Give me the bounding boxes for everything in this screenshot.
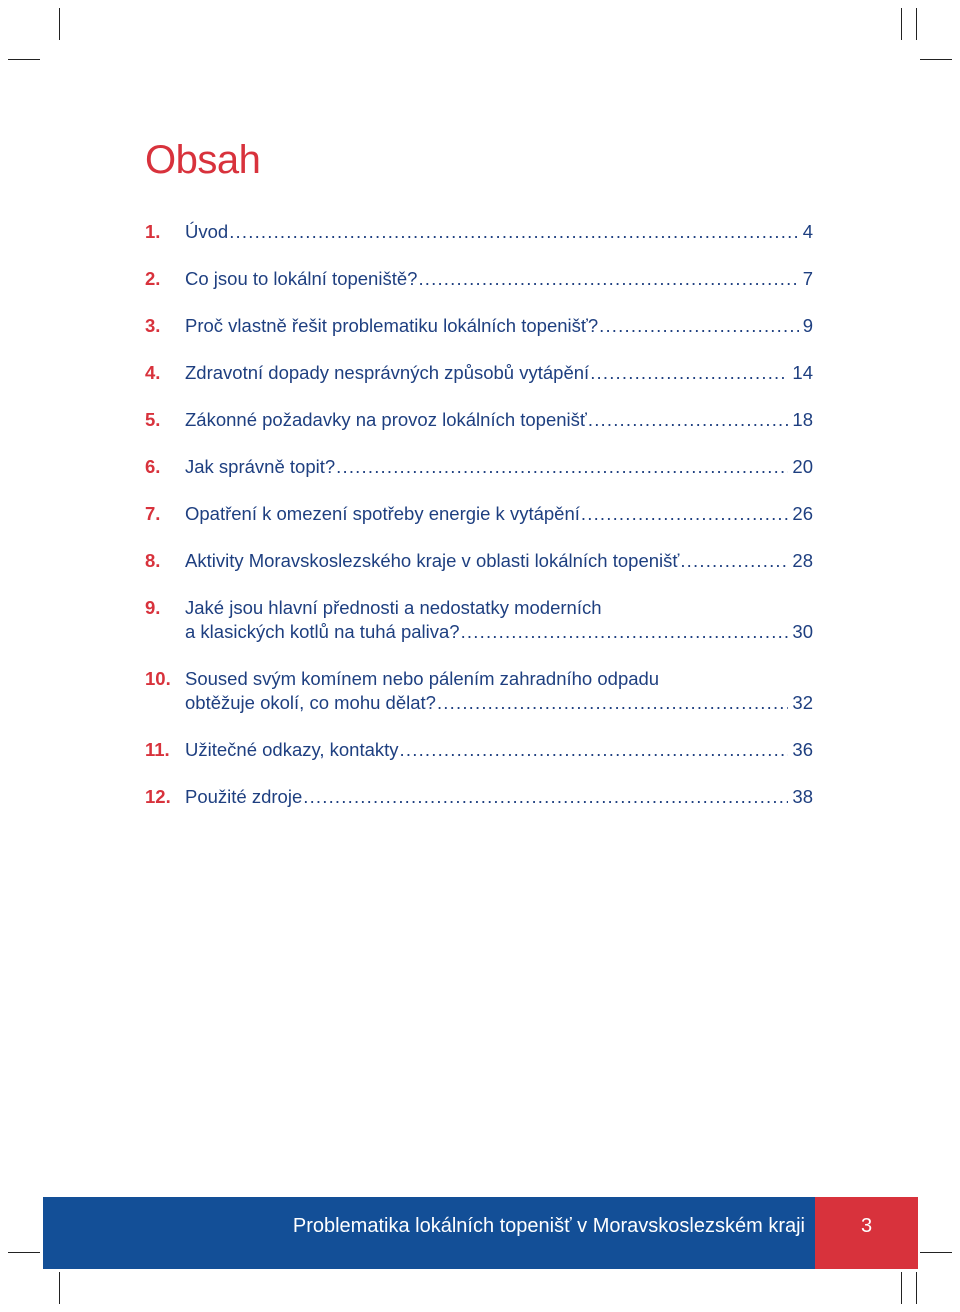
page-number: 3	[860, 1215, 873, 1237]
toc-item-number: 10.	[145, 668, 171, 689]
toc-item-line	[185, 738, 813, 762]
toc-item-number: 1.	[145, 221, 161, 242]
crop-mark	[8, 1252, 40, 1253]
toc-item-label: Jak správně topit?	[185, 456, 336, 477]
toc-item-body	[185, 667, 813, 715]
toc-item-page: 4	[802, 221, 813, 242]
toc-item-page: 26	[792, 503, 813, 524]
crop-mark	[920, 1252, 952, 1253]
toc-leader-dots	[680, 549, 788, 573]
toc-item-line	[185, 361, 813, 385]
toc-item-number: 7.	[145, 503, 161, 524]
toc-item-line	[185, 785, 813, 809]
footer-bar	[43, 1197, 918, 1269]
toc-item-page: 38	[792, 786, 813, 807]
toc-item-body	[185, 455, 813, 479]
toc-item-number: 4.	[145, 362, 161, 383]
toc-leader-dots	[400, 738, 789, 762]
toc-item-line	[185, 314, 813, 338]
toc-item-label: Zdravotní dopady nesprávných způsobů vytápění	[185, 362, 590, 383]
toc-leader-dots	[599, 314, 799, 338]
toc-item-page: 28	[792, 550, 813, 571]
publication-title: Problematika lokálních topenišť v Moravskoslezském kraji	[292, 1215, 805, 1237]
toc-item-line	[185, 267, 813, 291]
crop-mark	[916, 8, 917, 40]
toc-item-page: 32	[792, 692, 813, 713]
toc-item-label: obtěžuje okolí, co mohu dělat?	[185, 692, 436, 713]
toc-item-page: 30	[792, 621, 813, 642]
toc-item-label: Zákonné požadavky na provoz lokálních topenišť	[185, 409, 587, 430]
toc-item-line	[185, 596, 813, 620]
toc-item-number: 6.	[145, 456, 161, 477]
toc-leader-dots	[418, 267, 798, 291]
toc-leader-dots	[588, 408, 789, 432]
toc-item-label: Užitečné odkazy, kontakty	[185, 739, 399, 760]
toc-item-line	[185, 408, 813, 432]
toc-item-label: Opatření k omezení spotřeby energie k vytápění	[185, 503, 580, 524]
crop-mark	[59, 1272, 60, 1304]
toc-item-line	[185, 667, 813, 691]
toc-item-line	[185, 549, 813, 573]
toc-item-number: 5.	[145, 409, 161, 430]
toc-item-label: a klasických kotlů na tuhá paliva?	[185, 621, 460, 642]
toc-item-page: 14	[792, 362, 813, 383]
toc-leader-dots	[581, 502, 789, 526]
toc-item-number: 12.	[145, 786, 171, 807]
toc-item-number: 2.	[145, 268, 161, 289]
toc-item-label: Aktivity Moravskoslezského kraje v oblasti lokálních topenišť	[185, 550, 680, 571]
toc-item-page: 18	[792, 409, 813, 430]
toc-item-body	[185, 738, 813, 762]
toc-item-body	[185, 549, 813, 573]
toc-item-line	[185, 620, 813, 644]
toc-item-label: Použité zdroje	[185, 786, 303, 807]
toc-leader-dots	[229, 220, 799, 244]
toc-item-line	[185, 455, 813, 479]
toc-leader-dots	[303, 785, 788, 809]
toc-item-body	[185, 596, 813, 644]
toc-item-number: 9.	[145, 597, 161, 618]
toc-item-number: 3.	[145, 315, 161, 336]
toc-item-body	[185, 408, 813, 432]
toc-item-page: 9	[802, 315, 813, 336]
toc-item-line	[185, 691, 813, 715]
toc-item-label: Jaké jsou hlavní přednosti a nedostatky moderních	[185, 597, 602, 618]
page-title: Obsah	[145, 138, 261, 182]
page-number-box	[815, 1197, 918, 1269]
toc-item-body	[185, 361, 813, 385]
crop-mark	[916, 1272, 917, 1304]
toc-leader-dots	[461, 620, 789, 644]
toc-item-body	[185, 314, 813, 338]
toc-item-label: Proč vlastně řešit problematiku lokálních topenišť?	[185, 315, 599, 336]
toc-item-body	[185, 785, 813, 809]
toc-item-label: Soused svým komínem nebo pálením zahradního odpadu	[185, 668, 660, 689]
toc-leader-dots	[590, 361, 788, 385]
toc-item-page: 20	[792, 456, 813, 477]
toc-item-body	[185, 220, 813, 244]
crop-mark	[920, 59, 952, 60]
toc-item-label: Úvod	[185, 221, 229, 242]
toc-item-number: 8.	[145, 550, 161, 571]
crop-mark	[8, 59, 40, 60]
crop-mark	[59, 8, 60, 40]
crop-mark	[901, 1272, 902, 1304]
toc-item-page: 36	[792, 739, 813, 760]
toc-item-label: Co jsou to lokální topeniště?	[185, 268, 418, 289]
toc-item-body	[185, 502, 813, 526]
toc-item-line	[185, 502, 813, 526]
toc-item-line	[185, 220, 813, 244]
footer-title-band	[43, 1197, 815, 1269]
toc-item-body	[185, 267, 813, 291]
crop-mark	[901, 8, 902, 40]
toc-item-page: 7	[802, 268, 813, 289]
toc-leader-dots	[437, 691, 788, 715]
toc-item-number: 11.	[145, 739, 170, 760]
toc-leader-dots	[336, 455, 788, 479]
